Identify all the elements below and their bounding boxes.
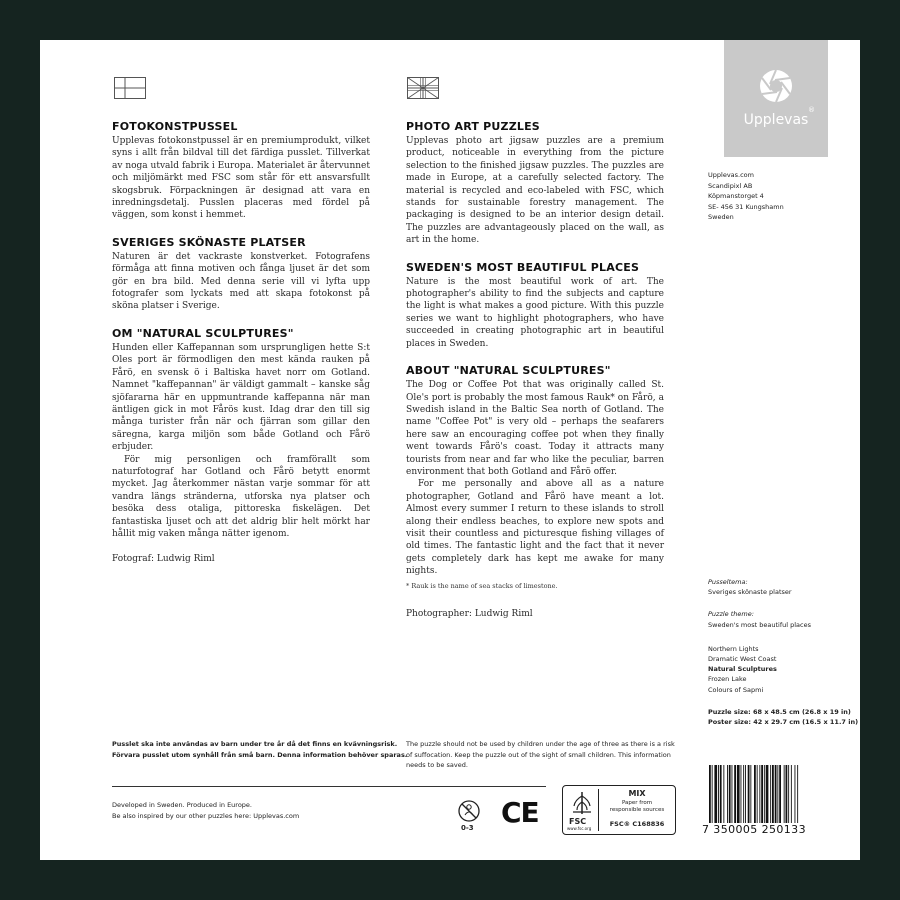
warning-line: needs to be saved. [406, 761, 468, 769]
warning-english [406, 739, 675, 771]
section-heading: SWEDEN'S MOST BEAUTIFUL PLACES [406, 260, 640, 274]
footer-line: Be also inspired by our other puzzles here: Upplevas.com [112, 811, 300, 820]
fsc-divider [598, 789, 599, 831]
barcode-bar [770, 765, 771, 825]
barcode-bar [743, 765, 744, 825]
barcode-bar [759, 765, 760, 825]
barcode-bar [748, 765, 750, 825]
section-heading: PHOTO ART PUZZLES [406, 120, 540, 133]
barcode-number: 7 350005 250133 [702, 823, 832, 836]
barcode-bar [757, 765, 758, 825]
fsc-line: responsible sources [609, 807, 665, 813]
theme-value-en: Sweden's most beautiful places [708, 620, 811, 629]
barcode-bar [777, 765, 778, 825]
barcode-bar [795, 765, 796, 825]
section-fotokonstpussel [112, 120, 370, 222]
warning-line: The puzzle should not be used by children under the age of three as there is a risk [406, 740, 675, 748]
photographer-credit: Photographer: Ludwig Riml [406, 608, 533, 619]
warning-line: Pusslet ska inte användas av barn under tre år då det finns en kvävningsrisk. [112, 740, 398, 748]
section-om-natural-sculptures [112, 327, 370, 541]
section-heading: FOTOKONSTPUSSEL [112, 120, 238, 133]
section-paragraph: Naturen är det vackraste konstverket. Fotografens förmåga att finna motiven och fånga ljuset är det som gör en bra bild. Med denna serie vill vi lyfta upp fotografer som lyckats med att skapa fotokonst på sköna platser i Sverige. [112, 251, 370, 312]
barcode-bar [720, 765, 722, 825]
section-heading: SVERIGES SKÖNASTE PLATSER [112, 235, 306, 249]
section-paragraph: Hunden eller Kaffepannan som ursprungligen hette S:t Oles port är förmodligen den mest kända rauken på Fårö, en svensk ö i Baltiska havet norr om Gotland. Namnet "kaffepannan" är väldigt gammalt – kanske såg sjöfararna här en uppmuntrande kaffepanna när man äntligen gick in mot Fårös kust. Idag drar den till sig många turister från när och fjärran som gillar den säregna, karga miljön som både Gotland och Fårö erbjuder. [112, 342, 370, 453]
brand-name: Upplevas [743, 112, 809, 128]
barcode-bar [775, 765, 777, 825]
fsc-url: www.fsc.org [567, 826, 592, 831]
fsc-text [601, 800, 673, 814]
footnote: * Rauk is the name of sea stacks of limestone. [406, 581, 558, 590]
address-line: Köpmanstorget 4 [708, 192, 764, 200]
fsc-code: FSC® C168836 [609, 820, 665, 828]
series-title: Dramatic West Coast [708, 655, 777, 664]
section-about-natural-sculptures [406, 364, 664, 591]
footer-line: Developed in Sweden. Produced in Europe. [112, 801, 252, 809]
age-label: 0-3 [461, 824, 474, 832]
series-title: Northern Lights [708, 644, 759, 653]
barcode-bar [779, 765, 781, 825]
section-paragraph: För mig personligen och framförallt som naturfotograf har Gotland och Fårö betytt enormt mycket. Jag återkommer nästan varje sommar för att vandra längs stränderna, utforska nya platser och besöka dess otaliga, pittoreska fiskelägen. Det fantastiska ljuset och att det aldrig blir helt mörkt har hållit mig vaken många nätter igenom. [112, 454, 370, 539]
swedish-flag-icon [114, 77, 146, 99]
barcode-bar [732, 765, 733, 825]
warning-swedish [112, 739, 407, 760]
swedish-text-column [112, 120, 370, 564]
divider [112, 786, 546, 787]
fsc-mix: MIX [628, 789, 646, 798]
footer-text [112, 800, 299, 821]
section-paragraph: For me personally and above all as a nature photographer, Gotland and Fårö have meant a lot. Almost every summer I return to these islands to stroll along their endless beaches, to explore new spots and visit their countless and picturesque fishing villages of old times. The fantastic light and the fact that it never gets completely dark has kept me awake for many nights. [406, 479, 664, 577]
series-info [708, 577, 858, 727]
section-photo-art-puzzles [406, 120, 664, 247]
barcode-bar [741, 765, 742, 825]
age-warning-icon [458, 800, 480, 822]
english-text-column [406, 120, 664, 619]
section-paragraph: Nature is the most beautiful work of art. The photographer's ability to find the subjects and capture the light is what makes a good picture. With this puzzle series we want to highlight photographers, who have succeeded in creating photographic art in beautiful places in Sweden. [406, 276, 664, 349]
uk-flag-icon [407, 77, 439, 99]
barcode-bar [772, 765, 774, 825]
brand-logo [724, 40, 828, 157]
theme-value-sv: Sveriges skönaste platser [708, 588, 792, 597]
barcode-bar [764, 765, 765, 825]
barcode-bar [784, 765, 785, 825]
barcode-bar [734, 765, 736, 825]
section-sveriges-skonaste-platser [112, 236, 370, 313]
fsc-small: FSC [569, 817, 587, 826]
camera-aperture-icon [758, 68, 794, 104]
section-paragraph: Upplevas photo art jigsaw puzzles are a premium product, noticeable in everything from the picture selection to the finished jigsaw puzzles. The puzzles are made in Europe, at a carefully selected factory. The material is recycled and eco-labeled with FSC, which stands for sustainable forestry management. The packaging is designed to be an interior design detail. The puzzles are advantageously placed on the wall, as art in the home. [406, 136, 664, 246]
series-title-current: Natural Sculptures [708, 665, 777, 674]
theme-label-en: Puzzle theme: [708, 610, 754, 619]
address-line: Sweden [708, 213, 734, 221]
barcode-bar [737, 765, 740, 825]
fsc-line: Paper from [621, 800, 653, 806]
section-heading: ABOUT "NATURAL SCULPTURES" [406, 364, 611, 378]
company-address [708, 170, 784, 223]
section-heading: OM "NATURAL SCULPTURES" [112, 326, 294, 340]
section-paragraph: The Dog or Coffee Pot that was originally called St. Ole's port is probably the most famous Rauk* on Fårö, a Swedish island in the Baltic Sea north of Gotland. The name "Coffee Pot" is very old – perhaps the seafarers here saw an encouraging coffee pot when they finally went towards Fårö's coast. Today it attracts many tourists from near and far who like the peculiar, barren environment that both Gotland and Fårö offer. [406, 380, 664, 477]
ce-mark: CE [501, 796, 539, 829]
barcode-bar [788, 765, 789, 825]
address-line: Upplevas.com [708, 171, 754, 179]
barcode-bar [745, 765, 746, 825]
registered-mark: ® [808, 106, 815, 114]
fsc-tree-icon [569, 790, 595, 816]
barcode-bar [791, 765, 792, 825]
barcode-bar [750, 765, 751, 825]
series-title: Frozen Lake [708, 675, 747, 684]
section-swedens-most-beautiful-places [406, 261, 664, 350]
barcode-bar [723, 765, 724, 825]
series-title: Colours of Sapmi [708, 685, 764, 694]
barcode-bar [766, 765, 769, 825]
address-line: Scandipixl AB [708, 181, 753, 190]
barcode-bar [786, 765, 788, 825]
barcode-bar [718, 765, 719, 825]
puzzle-box-back [40, 40, 860, 860]
warning-line: of suffocation. Keep the puzzle out of the sight of small children. This information [406, 750, 671, 759]
warning-line: Förvara pusslet utom synhåll från små barn. Denna information behöver sparas. [112, 750, 408, 759]
barcode-bar [714, 765, 717, 825]
photographer-credit: Fotograf: Ludwig Riml [112, 554, 215, 565]
poster-size: Poster size: 42 x 29.7 cm (16.5 x 11.7 in) [708, 718, 859, 727]
section-paragraph: Upplevas fotokonstpussel är en premiumprodukt, vilket syns i allt från bildval till det färdiga pusslet. Tillverkat av noga utvald fabrik i Europa. Materialet är återvunnet och miljömärkt med FSC som står för ett ansvarsfullt skogsbruk. Förpackningen är designad att vara en inredningsdetalj. Pusslen placeras med fördel på väggen, som konst i hemmet. [112, 136, 370, 221]
fsc-label [562, 785, 676, 835]
theme-label-sv: Pusseltema: [708, 578, 748, 586]
barcode-bar [761, 765, 763, 825]
address-line: SE- 456 31 Kungshamn [708, 202, 784, 211]
series-title-list [708, 644, 858, 695]
puzzle-size: Puzzle size: 68 x 48.5 cm (26.8 x 19 in) [708, 707, 851, 716]
barcode-bar [729, 765, 731, 825]
barcode-bar [727, 765, 728, 825]
